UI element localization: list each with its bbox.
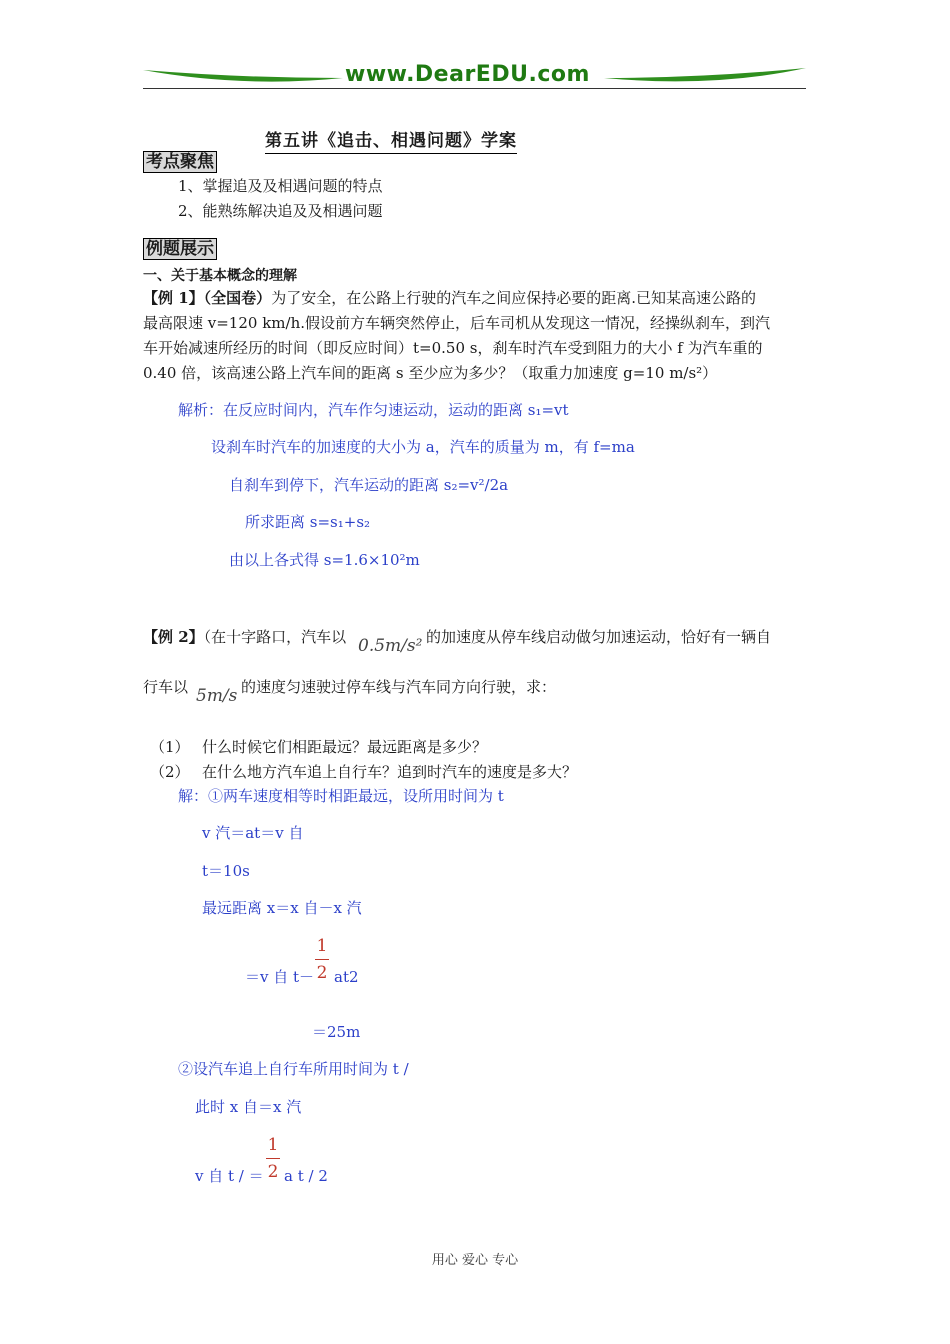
fraction-numerator: 1: [267, 1135, 279, 1155]
example1-line4: 0.40 倍，该高速公路上汽车间的距离 s 至少应为多少？（取重力加速度 g=10 m/s²）: [143, 364, 718, 382]
solution1-line2: 设刹车时汽车的加速度的大小为 a，汽车的质量为 m，有 f=ma: [211, 438, 635, 456]
solution2-line2: v 汽＝at＝v 自: [202, 824, 304, 842]
example2-text-1a: （在十字路口，汽车以: [203, 628, 347, 646]
solution1-line3: 自刹车到停下，汽车运动的距离 s₂=v²/2a: [229, 476, 509, 494]
solution2-line5a: ＝v 自 t－: [245, 968, 315, 986]
page-title: 第五讲《追击、相遇问题》学案: [265, 126, 517, 154]
solution2-line4: 最远距离 x＝x 自－x 汽: [202, 899, 362, 917]
question1-text: 什么时候它们相距最远？最远距离是多少？: [202, 738, 488, 756]
example2-text-2b: 的速度匀速驶过停车线与汽车同方向行驶，求：: [241, 678, 557, 696]
kaodian-item-1: 1、掌握追及及相遇问题的特点: [178, 177, 383, 195]
header-swoosh-right: [604, 64, 806, 86]
example2-line1: [143, 625, 346, 650]
solution1-line4: 所求距离 s=s₁+s₂: [245, 513, 371, 531]
section-lizhan: 例题展示: [143, 238, 217, 260]
solution2-line9b: a t / 2: [284, 1167, 328, 1185]
fraction-bar: [266, 1158, 280, 1159]
fraction-denominator: 2: [267, 1162, 279, 1182]
solution2-line3: t＝10s: [202, 862, 250, 880]
solution2-line7: ②设汽车追上自行车所用时间为 t /: [178, 1060, 409, 1078]
solution2-line9a: v 自 t / ＝: [195, 1167, 264, 1185]
example1-line1: [143, 286, 756, 311]
example1-tag: 【例 1】: [143, 289, 204, 307]
example2-text-1b: 的加速度从停车线启动做匀加速运动，恰好有一辆自: [426, 628, 772, 646]
kaodian-item-2: 2、能熟练解决追及及相遇问题: [178, 202, 383, 220]
question1-number: （1）: [150, 738, 190, 756]
fraction-denominator: 2: [316, 963, 328, 983]
solution2-line8: 此时 x 自＝x 汽: [195, 1098, 302, 1116]
example2-text-2a: 行车以: [143, 678, 189, 696]
fraction-half-2: [266, 1135, 280, 1182]
header-swoosh-left: [143, 64, 343, 86]
page-footer: 用心 爱心 专心: [431, 1253, 519, 1268]
fraction-half-1: [315, 936, 329, 983]
example2-tag: 【例 2】: [143, 628, 204, 646]
subhead-basic-concepts: 一、关于基本概念的理解: [143, 268, 297, 284]
unit-velocity: 5m/s: [196, 686, 238, 706]
example1-line2: 最高限速 v=120 km/h.假设前方车辆突然停止，后车司机从发现这一情况，经操纵刹车，到汽: [143, 314, 771, 332]
solution1-line5: 由以上各式得 s=1.6×10²m: [229, 551, 420, 569]
question2-number: （2）: [150, 763, 190, 781]
header-rule: [143, 88, 806, 89]
fraction-bar: [315, 959, 329, 960]
fraction-numerator: 1: [316, 936, 328, 956]
example1-line3: 车开始减速所经历的时间（即反应时间）t=0.50 s，刹车时汽车受到阻力的大小 f 为汽车重的: [143, 339, 763, 357]
solution2-line6: ＝25m: [312, 1023, 361, 1041]
question2-text: 在什么地方汽车追上自行车？追到时汽车的速度是多大？: [202, 763, 578, 781]
example1-source: （全国卷）: [203, 289, 272, 307]
section-kaodian: 考点聚焦: [143, 151, 217, 173]
solution2-line1: 解：①两车速度相等时相距最远，设所用时间为 t: [178, 787, 504, 805]
solution2-line5b: at2: [334, 968, 359, 986]
site-logo: www.DearEDU.com: [345, 62, 590, 87]
solution1-line1: 解析：在反应时间内，汽车作匀速运动，运动的距离 s₁=vt: [178, 401, 569, 419]
unit-acceleration: 0.5m/s²: [358, 636, 423, 656]
example1-text-1: 为了安全，在公路上行驶的汽车之间应保持必要的距离.已知某高速公路的: [271, 289, 756, 307]
